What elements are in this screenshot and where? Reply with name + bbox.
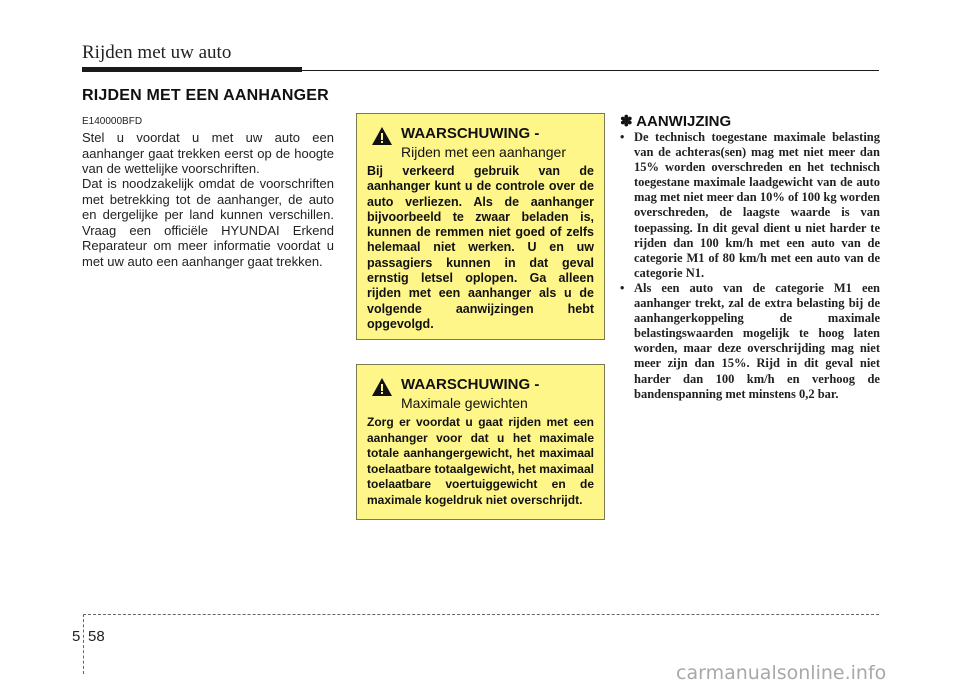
warning-header bbox=[367, 124, 594, 162]
section-code: E140000BFD bbox=[82, 116, 143, 127]
header-rule-thin bbox=[302, 70, 879, 71]
note-item bbox=[620, 281, 880, 402]
note-item bbox=[620, 130, 880, 281]
bullet-icon: • bbox=[620, 280, 625, 295]
section-title: RIJDEN MET EEN AANHANGER bbox=[82, 87, 329, 104]
warning-box-weights bbox=[356, 364, 605, 520]
note-list bbox=[620, 130, 880, 402]
watermark: carmanualsonline.info bbox=[676, 662, 887, 684]
header-rule-thick bbox=[82, 67, 302, 72]
footer-divider-vertical bbox=[83, 614, 85, 674]
warning-box-towing bbox=[356, 113, 605, 340]
warning-title: WAARSCHUWING - bbox=[401, 376, 540, 393]
warning-title: WAARSCHUWING - bbox=[401, 125, 540, 142]
warning-subtitle: Rijden met een aanhanger bbox=[401, 144, 567, 160]
warning-subtitle: Maximale gewichten bbox=[401, 395, 528, 411]
note-item-text: Als een auto van de categorie M1 een aanhanger trekt, zal de extra belasting bij de aanhangerkoppeling de maximale belastingswaarden mogelijk te hoog laten worden, maar deze overschrijding mag niet meer zijn dan 15%. Rijd in dit geval niet harder dan 100 km/h en verhoog de bandenspanning met minstens 0,2 bar. bbox=[634, 280, 880, 401]
warning-header bbox=[367, 375, 594, 413]
warning-triangle-icon bbox=[371, 126, 393, 146]
details-paragraph: Dat is noodzakelijk omdat de voorschriften met betrekking tot de aanhanger, de auto en dergelijke per land kunnen verschillen. Vraag een officiële HYUNDAI Erkend Reparateur om meer informatie voordat u met uw auto een aanhanger gaat trekken. bbox=[82, 176, 334, 269]
warning-text: Zorg er voordat u gaat rijden met een aanhanger voor dat u het maximale totale aanhangergewicht, het maximaal toelaatbare totaalgewicht, het maximaal toelaatbare voertuiggewicht en de maximale kogeldruk niet overschrijdt. bbox=[367, 415, 594, 507]
note-title: ✽ AANWIJZING bbox=[620, 113, 732, 130]
note-item-text: De technisch toegestane maximale belasting van de achteras(sen) mag met niet meer dan 15% worden overschreden en het technisch toegestane maximale laadgewicht van de auto mag met niet meer dan 10% of 100 kg worden overschreden, de laagste waarde is van toepassing. In dit geval dient u niet harder te rijden dan 100 km/h met een auto van de categorie M1 of 80 km/h met een auto van de categorie N1. bbox=[634, 130, 880, 280]
bullet-icon: • bbox=[620, 130, 625, 144]
warning-text: Bij verkeerd gebruik van de aanhanger kunt u de controle over de auto verliezen. Als de aanhanger bijvoorbeeld te zwaar beladen is, kunnen de remmen niet goed of zelfs helemaal niet werken. U en uw passagiers kunnen in dat geval ernstig letsel oplopen. Ga alleen rijden met een aanhanger als u de volgende aanwijzingen hebt opgevolgd. bbox=[367, 164, 594, 331]
page-number: 58 bbox=[88, 628, 105, 645]
warning-triangle-icon bbox=[371, 377, 393, 397]
header-title: Rijden met uw auto bbox=[82, 42, 232, 63]
footer-divider-horizontal bbox=[83, 614, 879, 615]
intro-paragraph: Stel u voordat u met uw auto een aanhanger gaat trekken eerst op de hoogte van de wettelijke voorschriften. bbox=[82, 130, 334, 176]
chapter-number: 5 bbox=[72, 628, 81, 645]
